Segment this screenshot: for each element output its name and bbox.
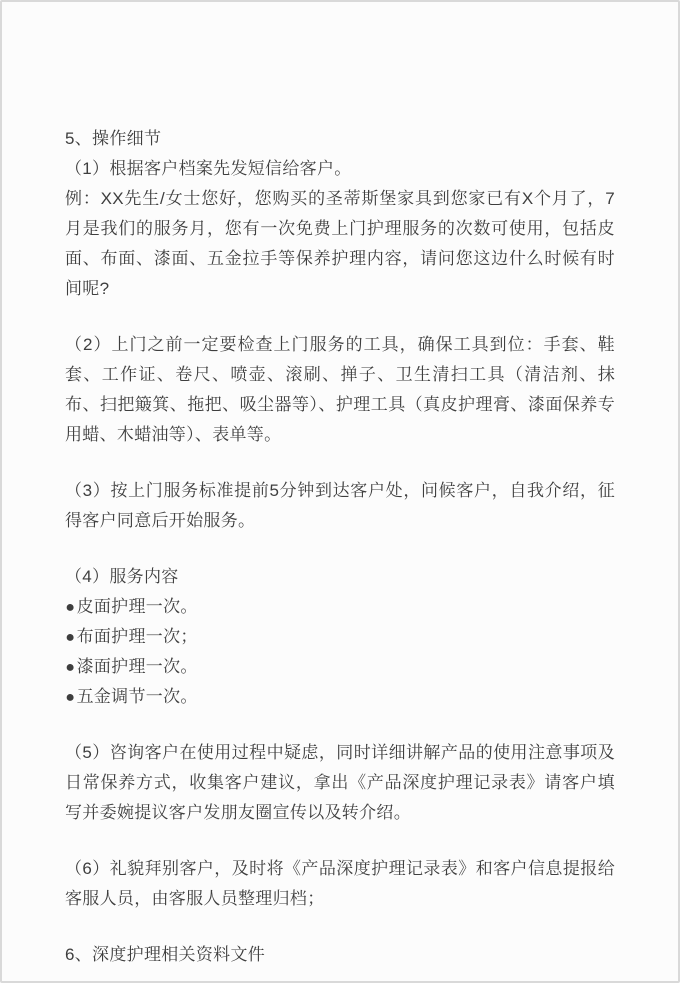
sms-example-paragraph: 例：XX先生/女士您好，您购买的圣蒂斯堡家具到您家已有X个月了，7月是我们的服务月，您有一次免费上门护理服务的次数可使用，包括皮面、布面、漆面、五金拉手等保养护理内容，请问您这边什么时候有时间呢? bbox=[65, 189, 615, 298]
service-item bbox=[65, 622, 615, 652]
service-item-text: 漆面护理一次。 bbox=[76, 657, 198, 676]
step-2-paragraph: （2）上门之前一定要检查上门服务的工具，确保工具到位：手套、鞋套、工作证、卷尺、喷壶、滚刷、掸子、卫生清扫工具（清洁剂、抹布、扫把簸箕、拖把、吸尘器等）、护理工具（真皮护理膏、漆面保养专用蜡、木蜡油等）、表单等。 bbox=[65, 335, 615, 444]
bullet-icon: ● bbox=[65, 597, 76, 616]
step-6-paragraph: （6）礼貌拜别客户，及时将《产品深度护理记录表》和客户信息提报给客服人员，由客服人员整理归档； bbox=[65, 859, 615, 908]
bullet-icon: ● bbox=[65, 687, 76, 706]
service-item bbox=[65, 592, 615, 622]
service-item-text: 皮面护理一次。 bbox=[76, 597, 198, 616]
section-6-heading: 6、深度护理相关资料文件 bbox=[65, 945, 266, 964]
document-body bbox=[2, 2, 678, 970]
service-item-text: 布面护理一次； bbox=[76, 627, 198, 646]
service-item bbox=[65, 682, 615, 712]
bullet-icon: ● bbox=[65, 657, 76, 676]
step-3-paragraph: （3）按上门服务标准提前5分钟到达客户处，问候客户，自我介绍，征得客户同意后开始服务。 bbox=[65, 481, 615, 530]
step-1-paragraph: （1）根据客户档案先发短信给客户。 bbox=[65, 159, 352, 178]
service-item bbox=[65, 652, 615, 682]
bullet-icon: ● bbox=[65, 627, 76, 646]
step-4-heading: （4）服务内容 bbox=[65, 567, 179, 586]
step-5-paragraph: （5）咨询客户在使用过程中疑虑，同时详细讲解产品的使用注意事项及日常保养方式，收集客户建议，拿出《产品深度护理记录表》请客户填写并委婉提议客户发朋友圈宣传以及转介绍。 bbox=[65, 743, 615, 822]
service-items-list bbox=[65, 592, 615, 712]
section-5-heading: 5、操作细节 bbox=[65, 129, 162, 148]
service-item-text: 五金调节一次。 bbox=[76, 687, 198, 706]
